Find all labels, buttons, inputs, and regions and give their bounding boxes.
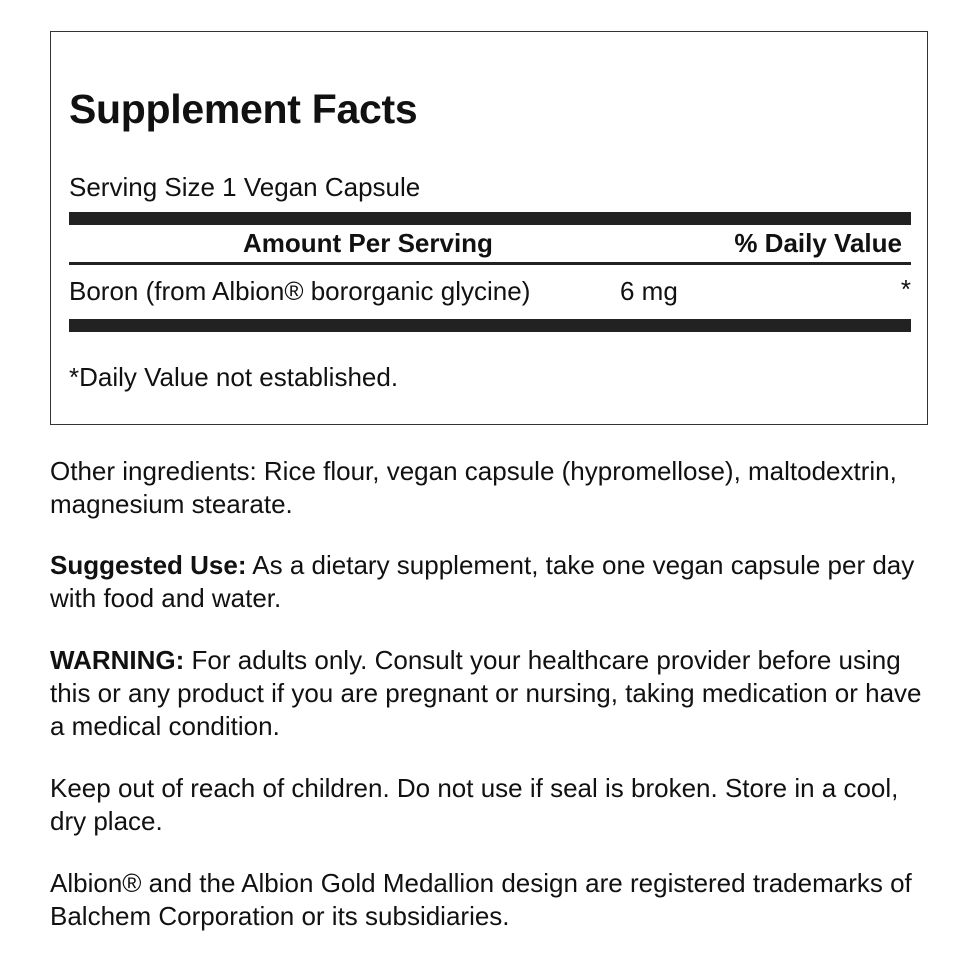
amount-per-serving-header: Amount Per Serving <box>243 228 493 258</box>
warning <box>50 644 930 743</box>
top-divider-bar <box>69 212 911 225</box>
nutrient-daily-value: * <box>900 274 911 304</box>
nutrient-name: Boron (from Albion® bororganic glycine) <box>69 276 531 306</box>
facts-title: Supplement Facts <box>69 86 418 132</box>
warning-text: For adults only. Consult your healthcare provider before using this or any product if you are pregnant or nursing, taking medication or have a medical condition. <box>50 645 922 741</box>
daily-value-header: % Daily Value <box>734 228 902 258</box>
supplement-facts-panel <box>50 31 928 425</box>
nutrient-row <box>69 273 911 309</box>
nutrient-amount: 6 mg <box>620 276 678 306</box>
warning-label: WARNING: <box>50 645 185 675</box>
facts-header-row <box>69 225 911 261</box>
suggested-use-label: Suggested Use: <box>50 550 247 580</box>
trademark-notice: Albion® and the Albion Gold Medallion design are registered trademarks of Balchem Corporation or its subsidiaries. <box>50 868 912 931</box>
bottom-divider-bar <box>69 319 911 332</box>
header-rule <box>69 262 911 265</box>
serving-size: Serving Size 1 Vegan Capsule <box>69 172 421 202</box>
other-ingredients: Other ingredients: Rice flour, vegan capsule (hypromellose), maltodextrin, magnesium stearate. <box>50 456 897 519</box>
daily-value-footnote: *Daily Value not established. <box>69 362 399 392</box>
storage-instructions: Keep out of reach of children. Do not use if seal is broken. Store in a cool, dry place. <box>50 773 899 836</box>
suggested-use-text: As a dietary supplement, take one vegan capsule per day with food and water. <box>50 550 915 613</box>
suggested-use <box>50 549 930 615</box>
